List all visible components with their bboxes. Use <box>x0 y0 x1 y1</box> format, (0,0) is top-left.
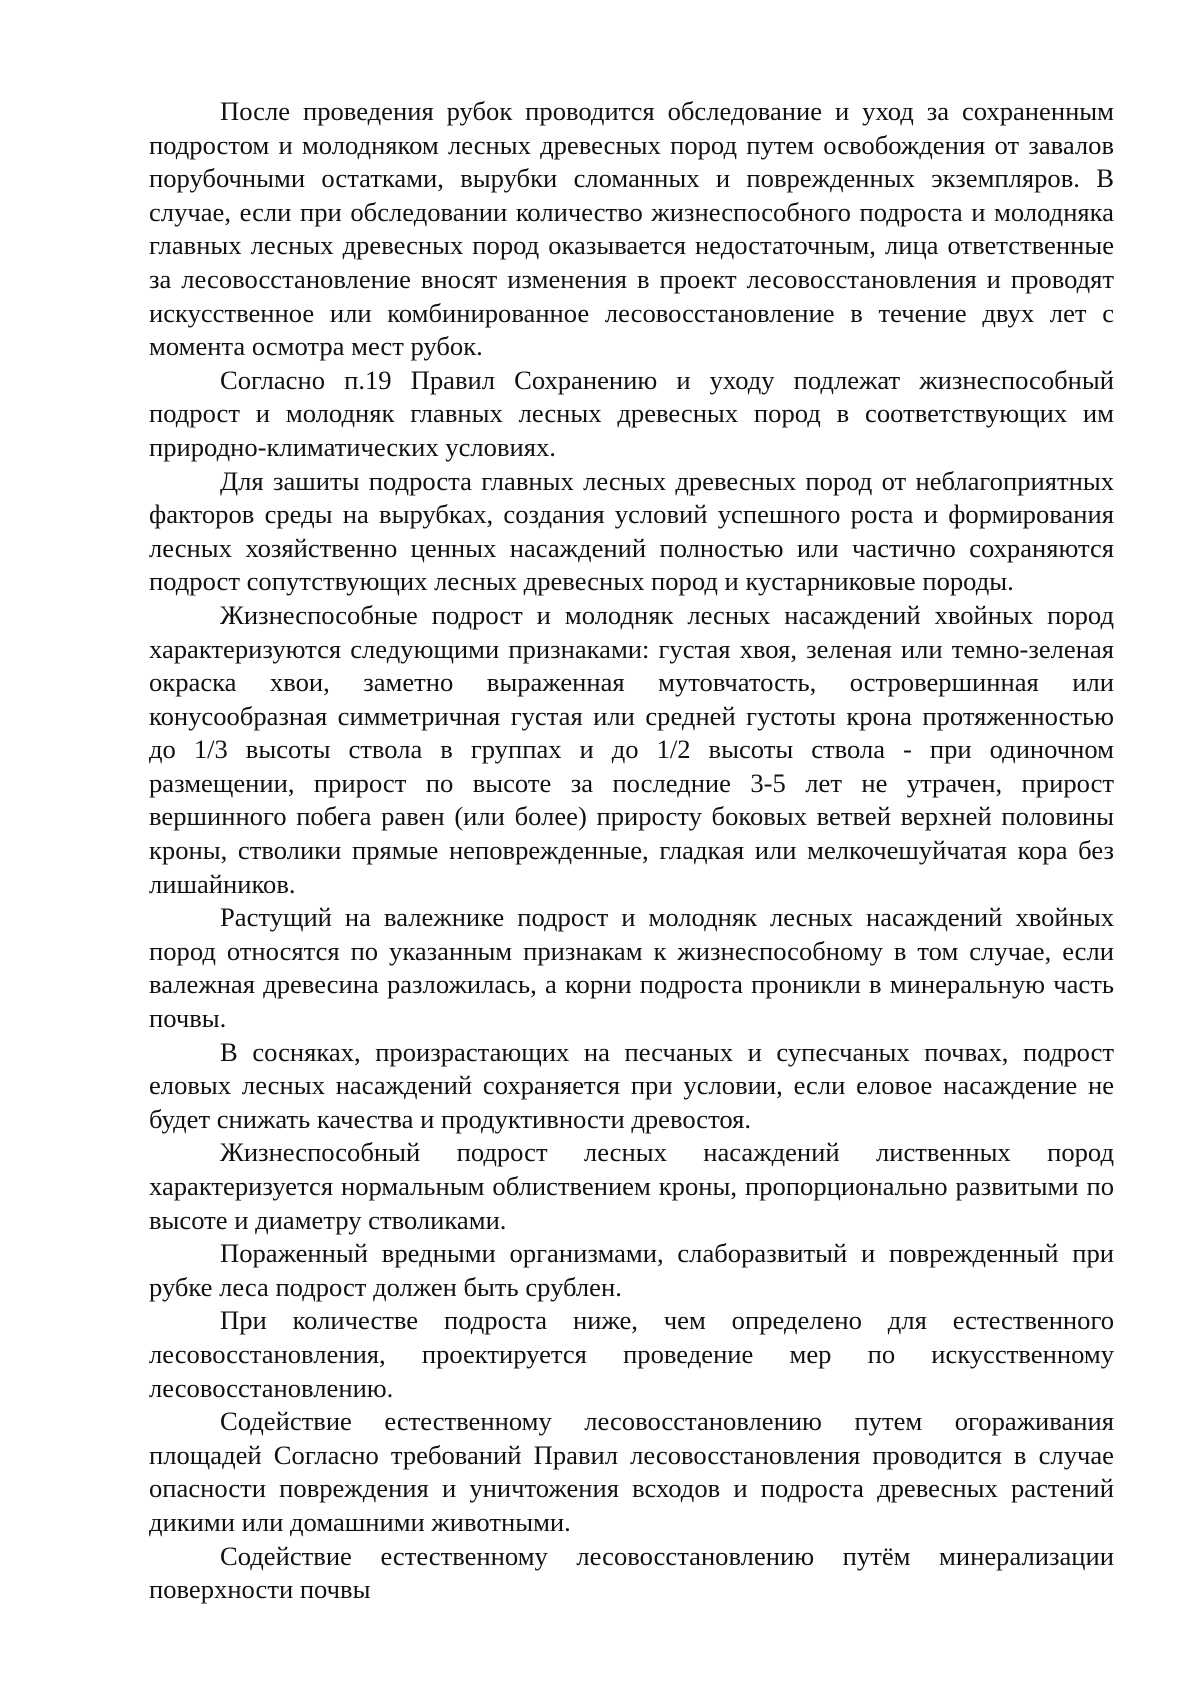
document-body <box>149 95 1114 1607</box>
paragraph-pine-stands: В сосняках, произрастающих на песчаных и супесчаных почвах, подрост еловых лесных насаждений сохраняется при условии, если еловое насаждение не будет снижать качества и продуктивности древостоя. <box>149 1036 1114 1134</box>
paragraph-rule-19: Согласно п.19 Правил Сохранению и уходу подлежат жизнеспособный подрост и молодняк главных лесных древесных пород в соответствующих им природно-климатических условиях. <box>149 364 1114 462</box>
paragraph-deadwood-growth: Растущий на валежнике подрост и молодняк лесных насаждений хвойных пород относятся по указанным признакам к жизнеспособному в том случае, если валежная древесина разложилась, а корни подроста проникли в минеральную часть почвы. <box>149 902 1114 1034</box>
paragraph-soil-mineralization: Содействие естественному лесовосстановлению путём минерализации поверхности почвы <box>149 1540 1114 1605</box>
paragraph-damaged-undergrowth: Пораженный вредными организмами, слаборазвитый и поврежденный при рубке леса подрост должен быть срублен. <box>149 1238 1114 1302</box>
paragraph-post-felling-care: После проведения рубок проводится обследование и уход за сохраненным подростом и молодняком лесных древесных пород путем освобождения от завалов порубочными остатками, вырубки сломанных и поврежденных экземпляров. В случае, если при обследовании количество жизнеспособного подроста и молодняка главных лесных древесных пород оказывается недостаточным, лица ответственные за лесовосстановление вносят изменения в проект лесовосстановления и проводят искусственное или комбинированное лесовосстановление в течение двух лет с момента осмотра мест рубок. <box>149 96 1114 362</box>
paragraph-deciduous-signs: Жизнеспособный подрост лесных насаждений лиственных пород характеризуется нормальным облиствением кроны, пропорционально развитыми по высоте и диаметру стволиками. <box>149 1137 1114 1235</box>
paragraph-insufficient-undergrowth: При количестве подроста ниже, чем определено для естественного лесовосстановления, проектируется проведение мер по искусственному лесовосстановлению. <box>149 1305 1114 1403</box>
paragraph-undergrowth-protection: Для зашиты подроста главных лесных древесных пород от неблагоприятных факторов среды на вырубках, создания условий успешного роста и формирования лесных хозяйственно ценных насаждений полностью или частично сохраняются подрост сопутствующих лесных древесных пород и кустарниковые породы. <box>149 465 1114 597</box>
paragraph-conifer-signs: Жизнеспособные подрост и молодняк лесных насаждений хвойных пород характеризуются следующими признаками: густая хвоя, зеленая или темно-зеленая окраска хвои, заметно выраженная мутовчатость, островершинная или конусообразная симметричная густая или средней густоты крона протяженностью до 1/3 высоты ствола в группах и до 1/2 высоты ствола - при одиночном размещении, прирост по высоте за последние 3-5 лет не утрачен, прирост вершинного побега равен (или более) приросту боковых ветвей верхней половины кроны, стволики прямые неповрежденные, гладкая или мелкочешуйчатая кора без лишайников. <box>149 599 1114 899</box>
paragraph-fencing: Содействие естественному лесовосстановлению путем огораживания площадей Согласно требований Правил лесовосстановления проводится в случае опасности повреждения и уничтожения всходов и подроста древесных растений дикими или домашними животными. <box>149 1406 1114 1537</box>
